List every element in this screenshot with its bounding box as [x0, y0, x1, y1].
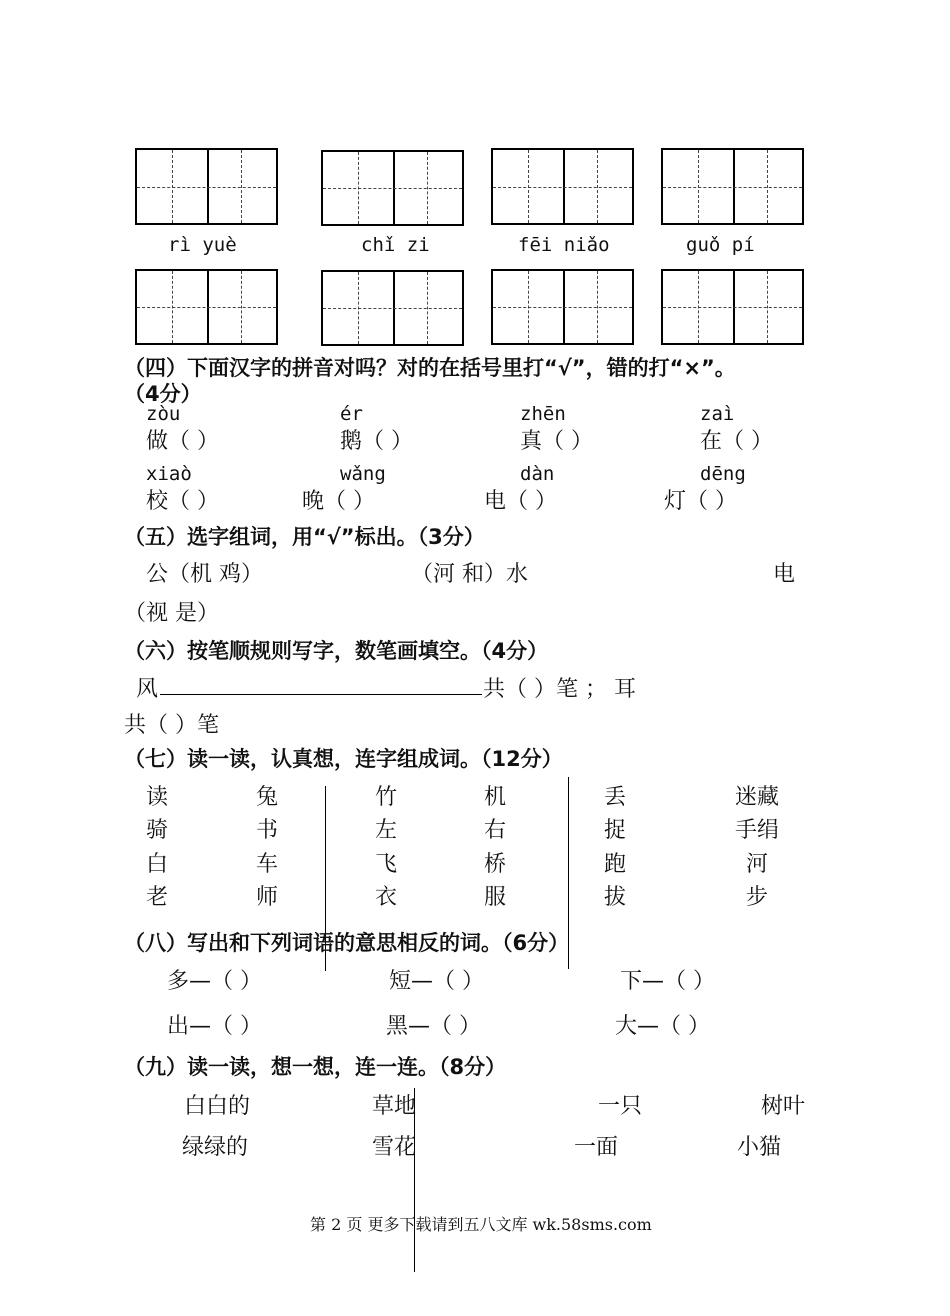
match-char[interactable]: 读 [146, 785, 169, 810]
writing-grid[interactable] [491, 148, 634, 225]
match-char[interactable]: 河 [746, 852, 769, 877]
antonym-item[interactable]: 短—（ ） [389, 969, 484, 994]
check-item[interactable]: 晚（ ） [302, 489, 375, 514]
match-char[interactable]: 左 [375, 818, 398, 843]
section-7-title: （七）读一读，认真想，连字组成词。（12分） [124, 747, 563, 771]
word-choice[interactable]: （视 是） [124, 601, 219, 626]
match-char[interactable]: 步 [746, 885, 769, 910]
check-item[interactable]: 真（ ） [520, 429, 593, 454]
match-char[interactable]: 跑 [604, 852, 627, 877]
match-char[interactable]: 竹 [375, 785, 398, 810]
pinyin-label: ér [340, 403, 363, 425]
match-char[interactable]: 手绢 [735, 818, 780, 843]
match-char[interactable]: 捉 [604, 818, 627, 843]
grid-pinyin: chǐ zi [361, 234, 430, 256]
pinyin-label: wǎng [340, 463, 386, 485]
writing-grid[interactable] [321, 270, 464, 346]
pinyin-label: dēng [700, 463, 746, 485]
section-9-title: （九）读一读，想一想，连一连。（8分） [124, 1055, 507, 1079]
antonym-item[interactable]: 出—（ ） [167, 1014, 262, 1039]
match-char[interactable]: 桥 [484, 852, 507, 877]
match-char[interactable]: 衣 [375, 885, 398, 910]
match-char[interactable]: 老 [146, 885, 169, 910]
writing-grid[interactable] [661, 269, 804, 345]
match-char[interactable]: 车 [256, 852, 279, 877]
match-char[interactable]: 机 [484, 785, 507, 810]
match-word[interactable]: 绿绿的 [182, 1135, 249, 1160]
match-char[interactable]: 飞 [375, 852, 398, 877]
match-char[interactable]: 服 [484, 885, 507, 910]
word-choice[interactable]: 公（机 鸡） [146, 562, 263, 587]
grid-pinyin: guǒ pí [686, 234, 755, 256]
pinyin-label: xiaò [146, 463, 192, 485]
pinyin-label: dàn [520, 463, 555, 485]
check-item[interactable]: 鹅（ ） [340, 429, 413, 454]
match-char[interactable]: 骑 [146, 818, 169, 843]
match-word[interactable]: 一面 [574, 1135, 619, 1160]
antonym-item[interactable]: 下—（ ） [620, 969, 715, 994]
check-item[interactable]: 校（ ） [146, 489, 219, 514]
match-char[interactable]: 右 [484, 818, 507, 843]
check-item[interactable]: 电（ ） [484, 489, 557, 514]
pinyin-label: zhēn [520, 403, 566, 425]
match-word[interactable]: 一只 [598, 1094, 643, 1119]
page-footer: 第 2 页 更多下载请到五八文库 wk.58sms.com [310, 1215, 652, 1234]
match-char[interactable]: 迷藏 [735, 785, 780, 810]
match-char[interactable]: 兔 [256, 785, 279, 810]
writing-grid[interactable] [135, 269, 278, 345]
match-char[interactable]: 拔 [604, 885, 627, 910]
section-4-title: （四）下面汉字的拼音对吗？对的在括号里打“√”，错的打“×”。 [124, 356, 736, 380]
writing-grid[interactable] [321, 150, 464, 226]
match-char[interactable]: 白 [146, 852, 169, 877]
match-char[interactable]: 丢 [604, 785, 627, 810]
section-8-title: （八）写出和下列词语的意思相反的词。（6分） [124, 931, 570, 955]
section-6-title: （六）按笔顺规则写字，数笔画填空。（4分） [124, 639, 549, 663]
match-word[interactable]: 草地 [372, 1094, 417, 1119]
section-5-title: （五）选字组词，用“√”标出。（3分） [124, 525, 485, 549]
writing-grid[interactable] [491, 269, 634, 345]
check-item[interactable]: 做（ ） [146, 429, 219, 454]
section-4-points: （4分） [124, 382, 202, 406]
match-word[interactable]: 树叶 [761, 1094, 806, 1119]
check-item[interactable]: 在（ ） [700, 429, 773, 454]
antonym-item[interactable]: 黑—（ ） [386, 1014, 481, 1039]
stroke-count[interactable]: 共（ ）笔 [124, 713, 219, 738]
match-word[interactable]: 雪花 [372, 1135, 417, 1160]
antonym-item[interactable]: 大—（ ） [615, 1014, 710, 1039]
match-char[interactable]: 师 [256, 885, 279, 910]
match-char[interactable]: 书 [256, 818, 279, 843]
grid-pinyin: rì yuè [168, 234, 237, 256]
word-choice[interactable]: （河 和）水 [411, 562, 528, 587]
pinyin-label: zaì [700, 403, 735, 425]
writing-grid[interactable] [661, 148, 804, 225]
writing-grid[interactable] [135, 148, 278, 225]
pinyin-label: zòu [146, 403, 181, 425]
antonym-item[interactable]: 多—（ ） [167, 969, 262, 994]
stroke-order-line[interactable] [160, 694, 482, 695]
match-word[interactable]: 白白的 [184, 1094, 251, 1119]
stroke-count[interactable]: 共（ ）笔 ； 耳 [483, 677, 636, 702]
check-item[interactable]: 灯（ ） [664, 489, 737, 514]
match-word[interactable]: 小猫 [737, 1135, 782, 1160]
grid-pinyin: fēi niǎo [518, 234, 610, 256]
stroke-char: 风 [136, 677, 159, 702]
word-choice-char: 电 [773, 562, 796, 587]
